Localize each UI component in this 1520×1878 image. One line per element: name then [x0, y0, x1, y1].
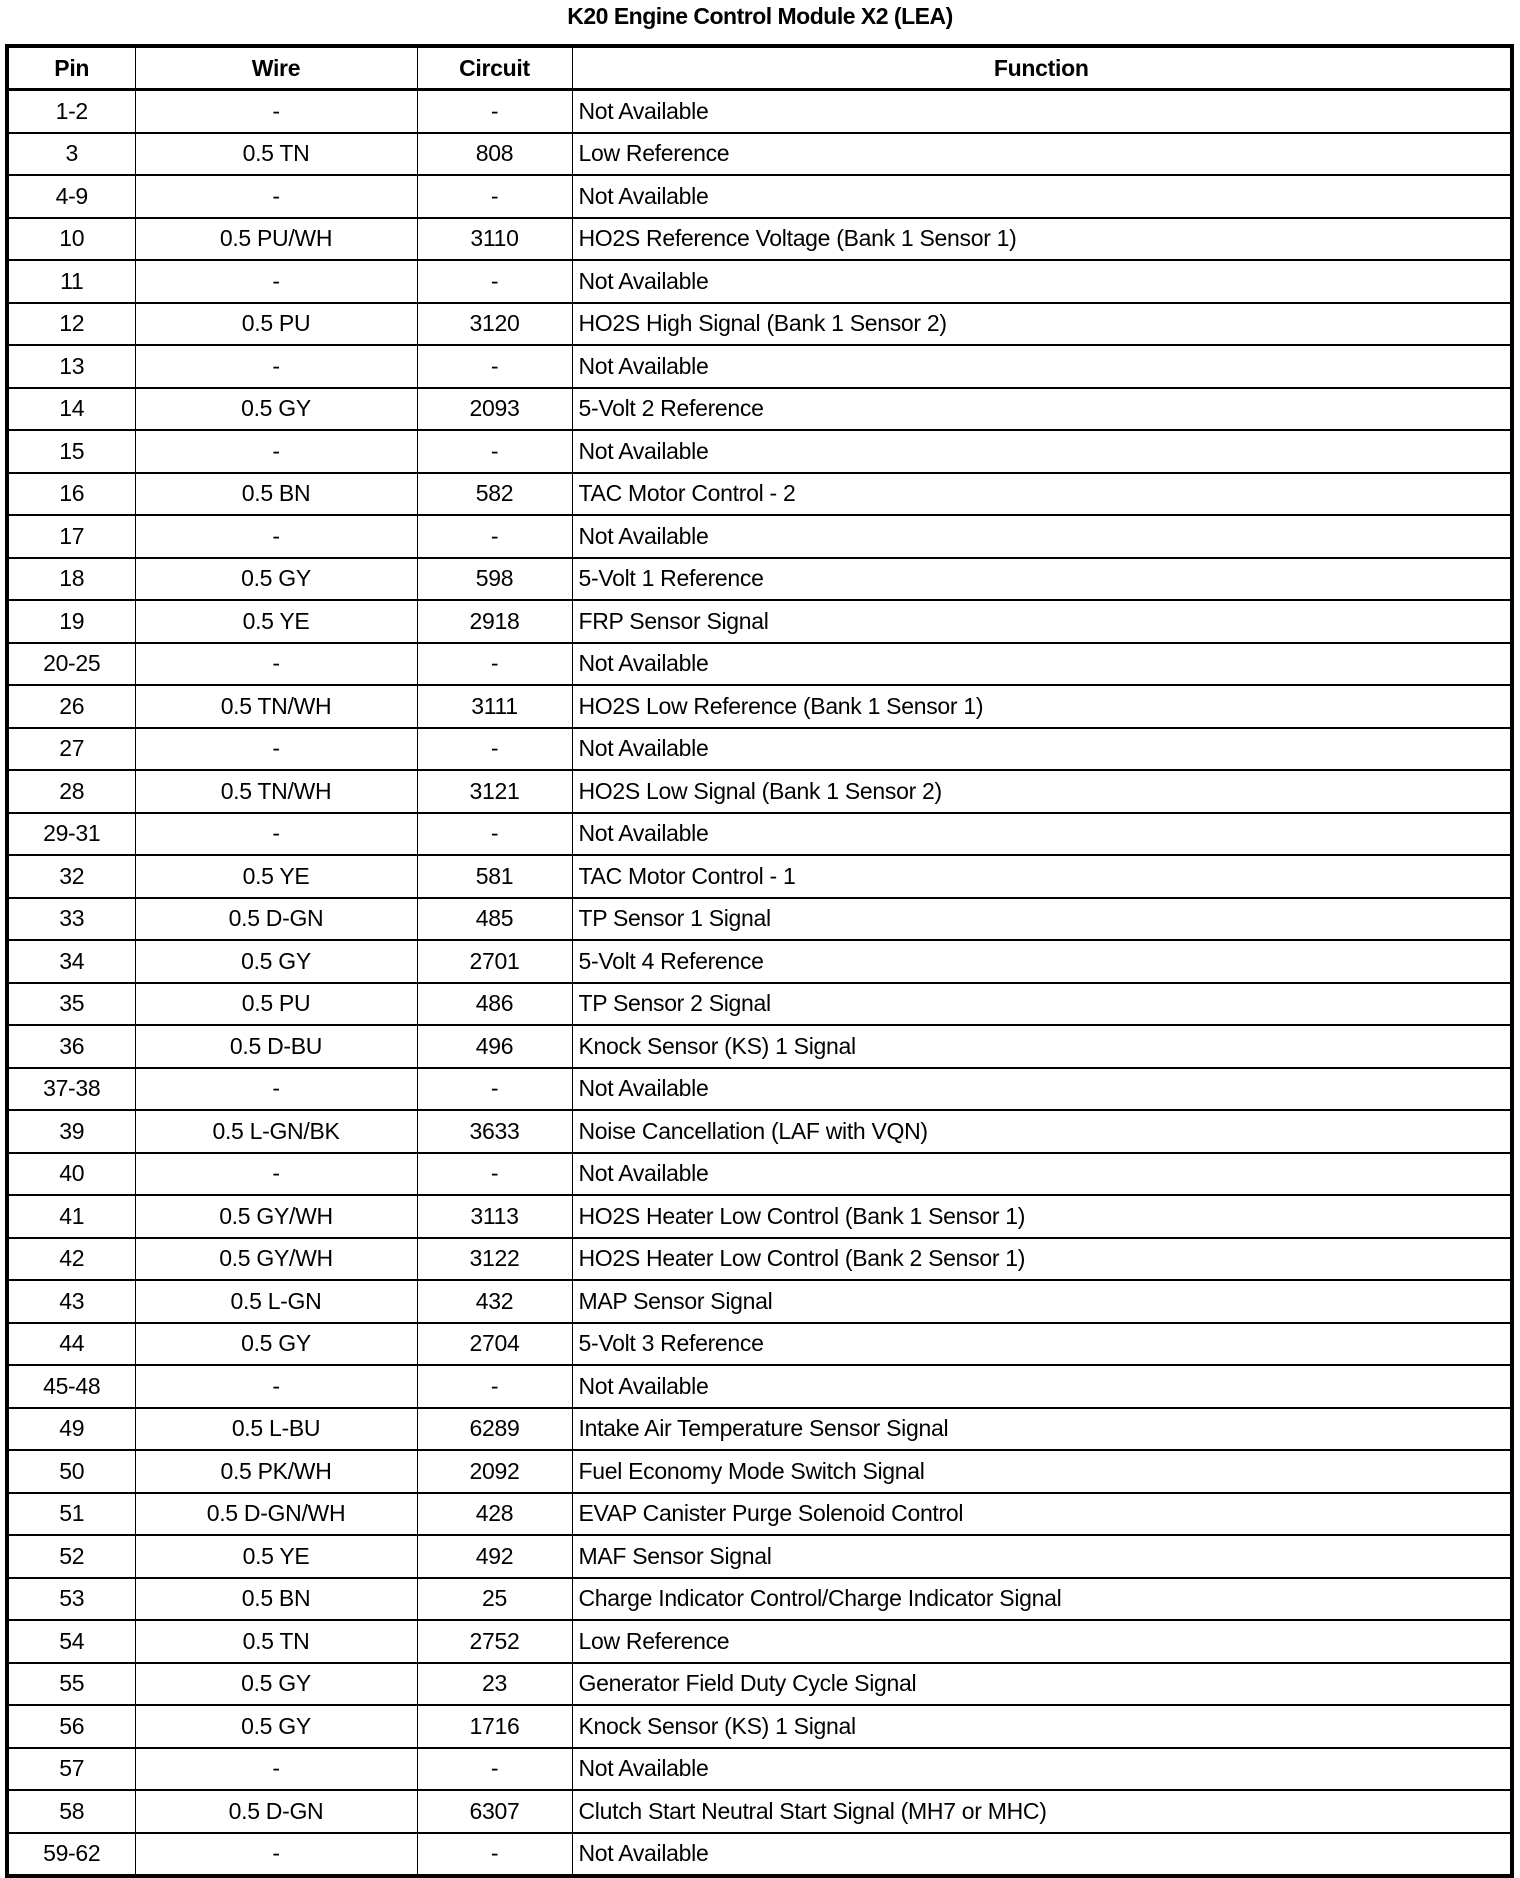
table-row: [7, 1195, 1512, 1238]
table-row: [7, 558, 1512, 601]
pin-cell: 3: [7, 133, 135, 176]
circuit-cell: 3120: [417, 303, 572, 346]
wire-cell: 0.5 BN: [135, 1578, 417, 1621]
circuit-cell: -: [417, 813, 572, 856]
circuit-cell: -: [417, 1068, 572, 1111]
wire-cell: 0.5 D-GN: [135, 898, 417, 941]
wire-cell: -: [135, 1833, 417, 1877]
function-cell: 5-Volt 2 Reference: [572, 388, 1512, 431]
circuit-cell: 3121: [417, 770, 572, 813]
function-cell: Clutch Start Neutral Start Signal (MH7 or MHC): [572, 1790, 1512, 1833]
pin-cell: 39: [7, 1110, 135, 1153]
header-wire: Wire: [135, 46, 417, 90]
circuit-cell: 23: [417, 1663, 572, 1706]
header-function: Function: [572, 46, 1512, 90]
pin-cell: 12: [7, 303, 135, 346]
table-row: [7, 600, 1512, 643]
table-row: [7, 303, 1512, 346]
wire-cell: 0.5 D-GN/WH: [135, 1493, 417, 1536]
wire-cell: 0.5 PU: [135, 983, 417, 1026]
circuit-cell: 6307: [417, 1790, 572, 1833]
circuit-cell: 496: [417, 1025, 572, 1068]
wire-cell: -: [135, 1748, 417, 1791]
circuit-cell: 428: [417, 1493, 572, 1536]
wire-cell: 0.5 BN: [135, 473, 417, 516]
wire-cell: -: [135, 175, 417, 218]
table-row: [7, 473, 1512, 516]
function-cell: TP Sensor 2 Signal: [572, 983, 1512, 1026]
function-cell: Low Reference: [572, 1620, 1512, 1663]
wire-cell: 0.5 TN/WH: [135, 685, 417, 728]
table-row: [7, 643, 1512, 686]
function-cell: Knock Sensor (KS) 1 Signal: [572, 1705, 1512, 1748]
circuit-cell: -: [417, 430, 572, 473]
wire-cell: 0.5 PU: [135, 303, 417, 346]
function-cell: 5-Volt 3 Reference: [572, 1323, 1512, 1366]
function-cell: Not Available: [572, 813, 1512, 856]
wire-cell: 0.5 D-BU: [135, 1025, 417, 1068]
pin-cell: 17: [7, 515, 135, 558]
circuit-cell: -: [417, 175, 572, 218]
wire-cell: 0.5 GY: [135, 1323, 417, 1366]
function-cell: Not Available: [572, 430, 1512, 473]
function-cell: Not Available: [572, 1833, 1512, 1877]
pin-cell: 15: [7, 430, 135, 473]
table-row: [7, 1663, 1512, 1706]
pin-cell: 53: [7, 1578, 135, 1621]
wire-cell: -: [135, 643, 417, 686]
circuit-cell: 485: [417, 898, 572, 941]
table-row: [7, 813, 1512, 856]
function-cell: Generator Field Duty Cycle Signal: [572, 1663, 1512, 1706]
function-cell: Not Available: [572, 260, 1512, 303]
circuit-cell: 3110: [417, 218, 572, 261]
pin-cell: 33: [7, 898, 135, 941]
table-row: [7, 1578, 1512, 1621]
wire-cell: -: [135, 1365, 417, 1408]
circuit-cell: 2701: [417, 940, 572, 983]
function-cell: Not Available: [572, 1068, 1512, 1111]
pin-cell: 26: [7, 685, 135, 728]
table-row: [7, 1535, 1512, 1578]
circuit-cell: 2093: [417, 388, 572, 431]
circuit-cell: 492: [417, 1535, 572, 1578]
wire-cell: 0.5 TN: [135, 1620, 417, 1663]
function-cell: Not Available: [572, 1153, 1512, 1196]
table-row: [7, 1110, 1512, 1153]
wire-cell: 0.5 L-GN: [135, 1280, 417, 1323]
wire-cell: -: [135, 728, 417, 771]
table-row: [7, 175, 1512, 218]
wire-cell: -: [135, 90, 417, 133]
pin-cell: 57: [7, 1748, 135, 1791]
table-row: [7, 855, 1512, 898]
function-cell: 5-Volt 4 Reference: [572, 940, 1512, 983]
function-cell: HO2S Low Signal (Bank 1 Sensor 2): [572, 770, 1512, 813]
table-row: [7, 940, 1512, 983]
pinout-table: [5, 44, 1514, 1878]
pin-cell: 28: [7, 770, 135, 813]
wire-cell: 0.5 L-BU: [135, 1408, 417, 1451]
table-row: [7, 1493, 1512, 1536]
function-cell: Knock Sensor (KS) 1 Signal: [572, 1025, 1512, 1068]
function-cell: HO2S Reference Voltage (Bank 1 Sensor 1): [572, 218, 1512, 261]
function-cell: Low Reference: [572, 133, 1512, 176]
function-cell: HO2S Heater Low Control (Bank 1 Sensor 1): [572, 1195, 1512, 1238]
pin-cell: 43: [7, 1280, 135, 1323]
function-cell: Charge Indicator Control/Charge Indicator Signal: [572, 1578, 1512, 1621]
wire-cell: -: [135, 260, 417, 303]
circuit-cell: -: [417, 90, 572, 133]
header-pin: Pin: [7, 46, 135, 90]
wire-cell: 0.5 GY: [135, 940, 417, 983]
table-row: [7, 1450, 1512, 1493]
table-row: [7, 90, 1512, 133]
function-cell: HO2S Heater Low Control (Bank 2 Sensor 1): [572, 1238, 1512, 1281]
table-row: [7, 728, 1512, 771]
circuit-cell: 582: [417, 473, 572, 516]
table-row: [7, 1068, 1512, 1111]
table-row: [7, 1790, 1512, 1833]
wire-cell: 0.5 GY: [135, 388, 417, 431]
wire-cell: -: [135, 430, 417, 473]
pin-cell: 50: [7, 1450, 135, 1493]
function-cell: TAC Motor Control - 1: [572, 855, 1512, 898]
pin-cell: 19: [7, 600, 135, 643]
wire-cell: 0.5 D-GN: [135, 1790, 417, 1833]
pin-cell: 54: [7, 1620, 135, 1663]
pin-cell: 32: [7, 855, 135, 898]
wire-cell: 0.5 GY: [135, 1663, 417, 1706]
pin-cell: 14: [7, 388, 135, 431]
wire-cell: 0.5 TN: [135, 133, 417, 176]
circuit-cell: 25: [417, 1578, 572, 1621]
table-row: [7, 1705, 1512, 1748]
function-cell: Noise Cancellation (LAF with VQN): [572, 1110, 1512, 1153]
pin-cell: 59-62: [7, 1833, 135, 1877]
wire-cell: -: [135, 1068, 417, 1111]
circuit-cell: -: [417, 1365, 572, 1408]
function-cell: Not Available: [572, 345, 1512, 388]
circuit-cell: 808: [417, 133, 572, 176]
function-cell: Not Available: [572, 175, 1512, 218]
pin-cell: 36: [7, 1025, 135, 1068]
table-row: [7, 685, 1512, 728]
circuit-cell: -: [417, 1153, 572, 1196]
pin-cell: 52: [7, 1535, 135, 1578]
table-row: [7, 1025, 1512, 1068]
pin-cell: 34: [7, 940, 135, 983]
wire-cell: -: [135, 813, 417, 856]
pin-cell: 41: [7, 1195, 135, 1238]
function-cell: HO2S Low Reference (Bank 1 Sensor 1): [572, 685, 1512, 728]
circuit-cell: 3111: [417, 685, 572, 728]
pin-cell: 56: [7, 1705, 135, 1748]
function-cell: HO2S High Signal (Bank 1 Sensor 2): [572, 303, 1512, 346]
circuit-cell: -: [417, 515, 572, 558]
function-cell: Not Available: [572, 515, 1512, 558]
function-cell: TAC Motor Control - 2: [572, 473, 1512, 516]
wire-cell: -: [135, 345, 417, 388]
header-circuit: Circuit: [417, 46, 572, 90]
wire-cell: 0.5 YE: [135, 600, 417, 643]
pin-cell: 37-38: [7, 1068, 135, 1111]
pin-cell: 1-2: [7, 90, 135, 133]
table-row: [7, 515, 1512, 558]
table-row: [7, 260, 1512, 303]
table-row: [7, 1620, 1512, 1663]
wire-cell: 0.5 GY/WH: [135, 1238, 417, 1281]
table-row: [7, 1833, 1512, 1877]
circuit-cell: 432: [417, 1280, 572, 1323]
table-row: [7, 133, 1512, 176]
pin-cell: 10: [7, 218, 135, 261]
function-cell: EVAP Canister Purge Solenoid Control: [572, 1493, 1512, 1536]
function-cell: FRP Sensor Signal: [572, 600, 1512, 643]
circuit-cell: -: [417, 728, 572, 771]
function-cell: Not Available: [572, 643, 1512, 686]
table-row: [7, 1365, 1512, 1408]
circuit-cell: 486: [417, 983, 572, 1026]
circuit-cell: 581: [417, 855, 572, 898]
circuit-cell: -: [417, 1748, 572, 1791]
table-row: [7, 218, 1512, 261]
wire-cell: -: [135, 1153, 417, 1196]
pin-cell: 42: [7, 1238, 135, 1281]
function-cell: Not Available: [572, 728, 1512, 771]
pin-cell: 58: [7, 1790, 135, 1833]
circuit-cell: 3122: [417, 1238, 572, 1281]
page-title: K20 Engine Control Module X2 (LEA): [567, 3, 953, 29]
wire-cell: 0.5 TN/WH: [135, 770, 417, 813]
circuit-cell: 2752: [417, 1620, 572, 1663]
pin-cell: 45-48: [7, 1365, 135, 1408]
circuit-cell: -: [417, 1833, 572, 1877]
table-body: [7, 90, 1512, 1877]
table-row: [7, 345, 1512, 388]
circuit-cell: 3633: [417, 1110, 572, 1153]
table-row: [7, 388, 1512, 431]
circuit-cell: 2918: [417, 600, 572, 643]
pin-cell: 55: [7, 1663, 135, 1706]
table-row: [7, 1238, 1512, 1281]
wire-cell: 0.5 PU/WH: [135, 218, 417, 261]
function-cell: TP Sensor 1 Signal: [572, 898, 1512, 941]
pin-cell: 18: [7, 558, 135, 601]
pin-cell: 20-25: [7, 643, 135, 686]
function-cell: 5-Volt 1 Reference: [572, 558, 1512, 601]
circuit-cell: 2092: [417, 1450, 572, 1493]
pin-cell: 49: [7, 1408, 135, 1451]
wire-cell: 0.5 L-GN/BK: [135, 1110, 417, 1153]
circuit-cell: -: [417, 345, 572, 388]
pin-cell: 4-9: [7, 175, 135, 218]
pin-cell: 51: [7, 1493, 135, 1536]
pin-cell: 40: [7, 1153, 135, 1196]
table-row: [7, 1280, 1512, 1323]
circuit-cell: 598: [417, 558, 572, 601]
circuit-cell: -: [417, 643, 572, 686]
pin-cell: 29-31: [7, 813, 135, 856]
wire-cell: 0.5 GY: [135, 558, 417, 601]
function-cell: MAP Sensor Signal: [572, 1280, 1512, 1323]
circuit-cell: -: [417, 260, 572, 303]
function-cell: Not Available: [572, 1748, 1512, 1791]
table-row: [7, 983, 1512, 1026]
function-cell: Not Available: [572, 1365, 1512, 1408]
table-row: [7, 430, 1512, 473]
pin-cell: 35: [7, 983, 135, 1026]
pin-cell: 44: [7, 1323, 135, 1366]
function-cell: MAF Sensor Signal: [572, 1535, 1512, 1578]
table-row: [7, 770, 1512, 813]
wire-cell: 0.5 YE: [135, 1535, 417, 1578]
table-header-row: [7, 46, 1512, 90]
wire-cell: 0.5 GY/WH: [135, 1195, 417, 1238]
table-row: [7, 1748, 1512, 1791]
pin-cell: 27: [7, 728, 135, 771]
wire-cell: 0.5 PK/WH: [135, 1450, 417, 1493]
pin-cell: 13: [7, 345, 135, 388]
table-row: [7, 1408, 1512, 1451]
pin-cell: 16: [7, 473, 135, 516]
circuit-cell: 1716: [417, 1705, 572, 1748]
table-row: [7, 1153, 1512, 1196]
pin-cell: 11: [7, 260, 135, 303]
function-cell: Fuel Economy Mode Switch Signal: [572, 1450, 1512, 1493]
wire-cell: -: [135, 515, 417, 558]
wire-cell: 0.5 GY: [135, 1705, 417, 1748]
circuit-cell: 2704: [417, 1323, 572, 1366]
function-cell: Intake Air Temperature Sensor Signal: [572, 1408, 1512, 1451]
table-row: [7, 1323, 1512, 1366]
circuit-cell: 3113: [417, 1195, 572, 1238]
function-cell: Not Available: [572, 90, 1512, 133]
circuit-cell: 6289: [417, 1408, 572, 1451]
table-row: [7, 898, 1512, 941]
wire-cell: 0.5 YE: [135, 855, 417, 898]
